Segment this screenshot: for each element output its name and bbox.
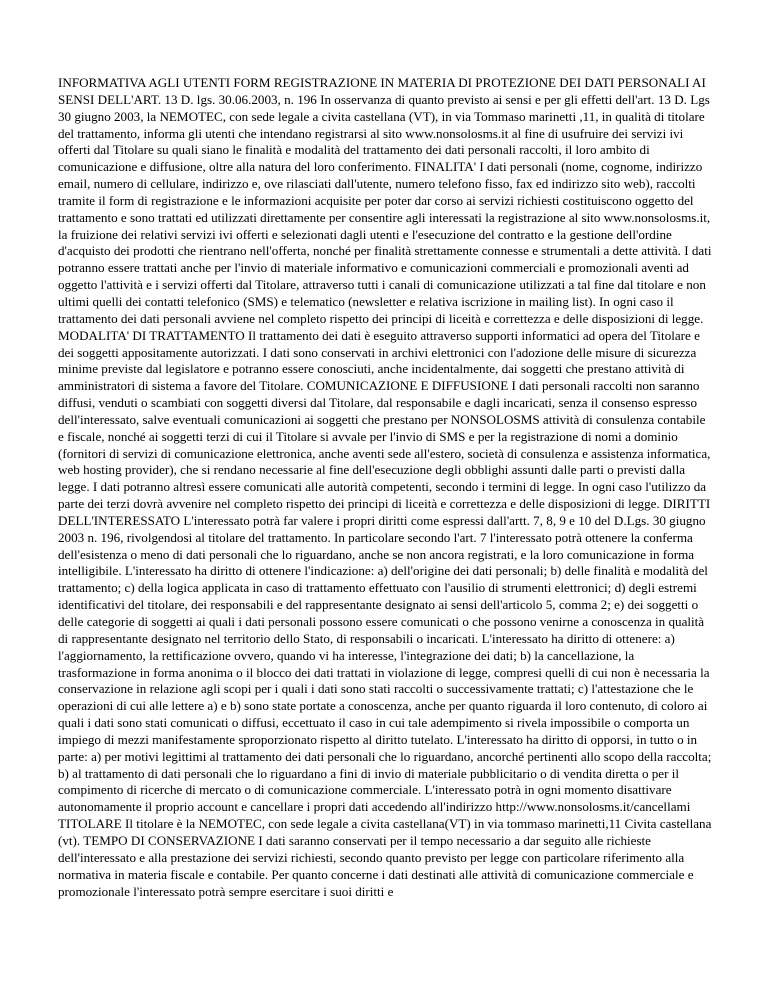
privacy-notice-text: INFORMATIVA AGLI UTENTI FORM REGISTRAZIONE IN MATERIA DI PROTEZIONE DEI DATI PERSONALI AI SENSI DELL'ART. 13 D. lgs. 30.06.2003, n. 196 In osservanza di quanto previsto ai sensi e per gli effetti dell'art. 13 D. Lgs 30 giugno 2003, la NEMOTEC, con sede legale a civita castellana (VT), in via Tommaso marinetti ,11, in qualità di titolare del trattamento, informa gli utenti che intendano registrarsi al sito www.nonsolosms.it al fine di usufruire dei servizi ivi offerti dal Titolare su quali siano le finalità e modalità del trattamento dei dati personali raccolti, il loro ambito di comunicazione e diffusione, oltre alla natura del loro conferimento. FINALITA' I dati personali (nome, cognome, indirizzo email, numero di cellulare, indirizzo e, ove rilasciati dall'utente, numero telefono fisso, fax ed indirizzo sito web), raccolti tramite il form di registrazione e le informazioni acquisite per poter dar corso ai servizi richiesti costituiscono oggetto del trattamento e sono trattati ed utilizzati direttamente per consentire agli interessati la registrazione al sito www.nonsolosms.it, la fruizione dei relativi servizi ivi offerti e selezionati dagli utenti e l'esecuzione del contratto e la gestione dell'ordine d'acquisto dei prodotti che rientrano nell'offerta, nonché per finalità strettamente connesse e strumentali a dette attività. I dati potranno essere trattati anche per l'invio di materiale informativo e comunicazioni commerciali e promozionali aventi ad oggetto l'attività e i servizi offerti dal Titolare, attraverso tutti i canali di comunicazione utilizzati a tal fine dal titolare e non ultimi quelli dei contatti telefonico (SMS) e telematico (newsletter e relativa iscrizione in mailing list). In ogni caso il trattamento dei dati personali avviene nel completo rispetto dei principi di liceità e correttezza e delle disposizioni di legge. MODALITA' DI TRATTAMENTO Il trattamento dei dati è eseguito attraverso supporti informatici ad opera del Titolare e dei soggetti appositamente autorizzati. I dati sono conservati in archivi elettronici con l'adozione delle misure di sicurezza minime previste dal legislatore e potranno essere conosciuti, anche incidentalmente, dai soggetti che prestano attività di amministratori di sistema a favore del Titolare. COMUNICAZIONE E DIFFUSIONE I dati personali raccolti non saranno diffusi, venduti o scambiati con soggetti diversi dal Titolare, dal responsabile e dagli incaricati, senza il consenso espresso dell'interessato, salve eventuali comunicazioni ai soggetti che prestano per NONSOLOSMS attività di consulenza contabile e fiscale, nonché ai soggetti terzi di cui il Titolare si avvale per l'invio di SMS e per la registrazione di nomi a dominio (fornitori di servizi di comunicazione elettronica, anche aventi sede all'estero, società di consulenza e assistenza informatica, web hosting provider), che si rendano necessarie al fine dell'esecuzione degli obblighi assunti dalle parti o previsti dalla legge. I dati potranno altresì essere comunicati alle autorità competenti, secondo i termini di legge. In ogni caso l'utilizzo da parte dei terzi dovrà avvenire nel completo rispetto dei principi di liceità e correttezza e delle disposizioni di legge. DIRITTI DELL'INTERESSATO L'interessato potrà far valere i propri diritti come espressi dall'artt. 7, 8, 9 e 10 del D.Lgs. 30 giugno 2003 n. 196, rivolgendosi al titolare del trattamento. In particolare secondo l'art. 7 l'interessato potrà ottenere la conferma dell'esistenza o meno di dati personali che lo riguardano, anche se non ancora registrati, e la loro comunicazione in forma intelligibile. L'interessato ha diritto di ottenere l'indicazione: a) dell'origine dei dati personali; b) delle finalità e modalità del trattamento; c) della logica applicata in caso di trattamento effettuato con l'ausilio di strumenti elettronici; d) degli estremi identificativi del titolare, dei responsabili e del rappresentante designato ai sensi dell'articolo 5, comma 2; e) dei soggetti o delle categorie di soggetti ai quali i dati personali possono essere comunicati o che possono venirne a conoscenza in qualità di rappresentante designato nel territorio dello Stato, di responsabili o incaricati. L'interessato ha diritto di ottenere: a) l'aggiornamento, la rettificazione ovvero, quando vi ha interesse, l'integrazione dei dati; b) la cancellazione, la trasformazione in forma anonima o il blocco dei dati trattati in violazione di legge, compresi quelli di cui non è necessaria la conservazione in relazione agli scopi per i quali i dati sono stati raccolti o successivamente trattati; c) l'attestazione che le operazioni di cui alle lettere a) e b) sono state portate a conoscenza, anche per quanto riguarda il loro contenuto, di coloro ai quali i dati sono stati comunicati o diffusi, eccettuato il caso in cui tale adempimento si rivela impossibile o comporta un impiego di mezzi manifestamente sproporzionato rispetto al diritto tutelato. L'interessato ha diritto di opporsi, in tutto o in parte: a) per motivi legittimi al trattamento dei dati personali che lo riguardano, ancorché pertinenti allo scopo della raccolta; b) al trattamento di dati personali che lo riguardano a fini di invio di materiale pubblicitario o di vendita diretta o per il compimento di ricerche di mercato o di comunicazione commerciale. L'interessato potrà in ogni momento disattivare autonomamente il proprio account e cancellare i propri dati accedendo all'indirizzo http://www.nonsolosms.it/cancellami TITOLARE Il titolare è la NEMOTEC, con sede legale a civita castellana(VT) in via tommaso marinetti,11 Civita castellana (vt). TEMPO DI CONSERVAZIONE I dati saranno conservati per il tempo necessario a dar seguito alle richieste dell'interessato e alla prestazione dei servizi richiesti, secondo quanto previsto per legge con particolare riferimento alla normativa in materia fiscale e contabile. Per quanto concerne i dati destinati alle attività di comunicazione commerciale e promozionale l'interessato potrà sempre esercitare i suoi diritti e (58, 75, 712, 899)
